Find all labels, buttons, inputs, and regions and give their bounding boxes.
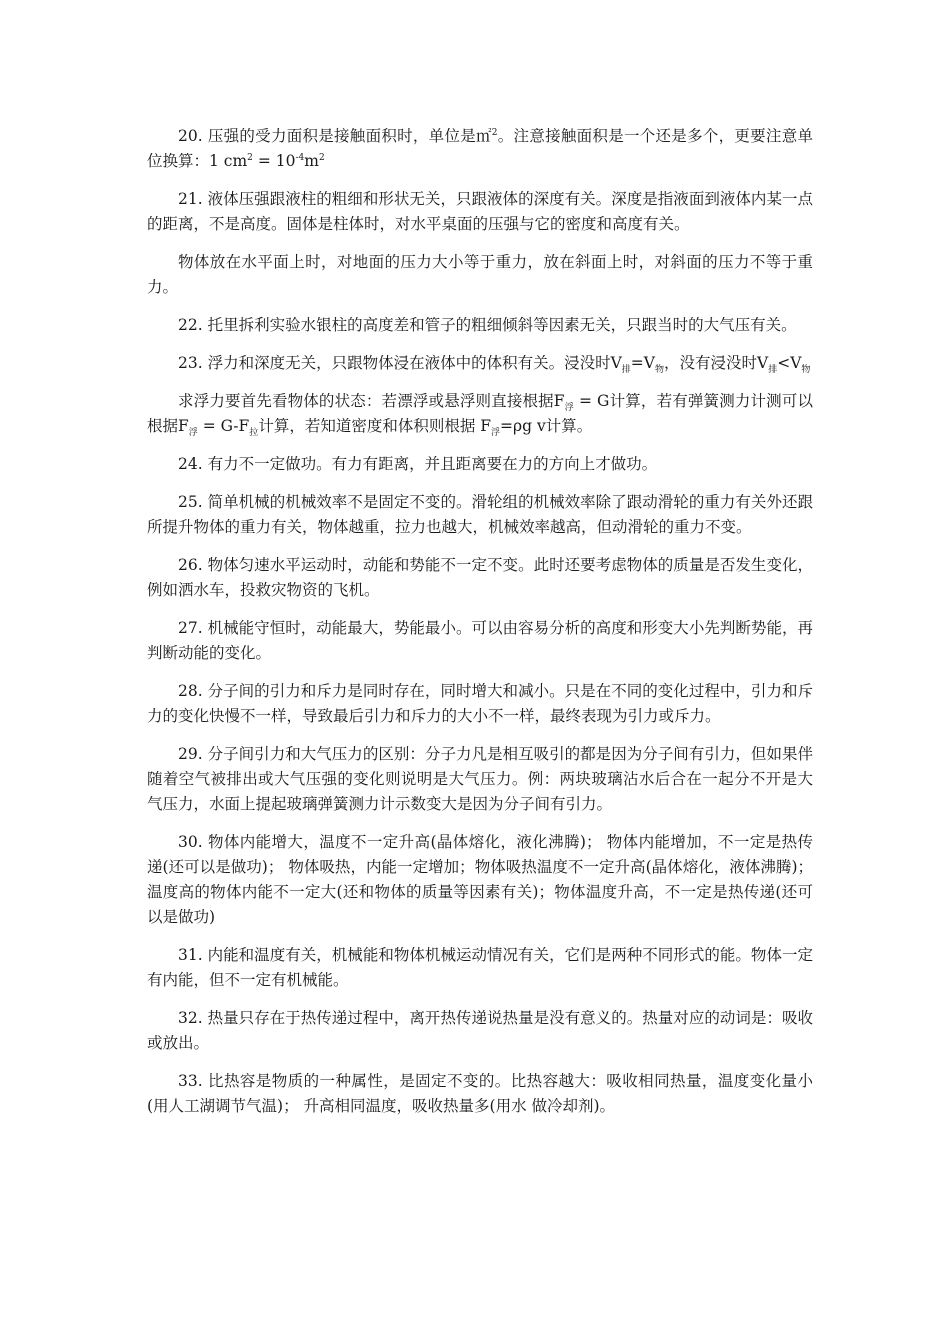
text-run: =V bbox=[630, 354, 655, 372]
paragraph bbox=[147, 187, 813, 237]
superscript: 2 bbox=[491, 127, 498, 138]
text-run: 31. 内能和温度有关，机械能和物体机械运动情况有关，它们是两种不同形式的能。物体一定有内能，但不一定有机械能。 bbox=[147, 946, 813, 989]
paragraph bbox=[147, 1069, 813, 1119]
text-run: 32. 热量只存在于热传递过程中，离开热传递说热量是没有意义的。热量对应的动词是：吸收或放出。 bbox=[147, 1009, 813, 1052]
subscript: 物 bbox=[801, 365, 811, 376]
subscript: 浮 bbox=[188, 428, 198, 439]
text-run: 27. 机械能守恒时，动能最大，势能最小。可以由容易分析的高度和形变大小先判断势能，再判断动能的变化。 bbox=[147, 619, 813, 662]
subscript: 排 bbox=[768, 365, 778, 376]
subscript: 物 bbox=[654, 365, 664, 376]
text-run: = 10 bbox=[252, 152, 296, 170]
text-run: ，没有浸没时V bbox=[664, 354, 769, 372]
text-run: 21. 液体压强跟液柱的粗细和形状无关，只跟液体的深度有关。深度是指液面到液体内某一点的距离，不是高度。固体是柱体时，对水平桌面的压强与它的密度和高度有关。 bbox=[147, 190, 813, 233]
paragraph bbox=[147, 490, 813, 540]
paragraph bbox=[147, 830, 813, 930]
text-run: = G-F bbox=[197, 417, 250, 435]
text-run: m bbox=[304, 152, 319, 170]
text-run: 20. 压强的受力面积是接触面积时，单位是㎡ bbox=[178, 127, 492, 145]
subscript: 拉 bbox=[249, 428, 259, 439]
paragraph bbox=[147, 124, 813, 174]
paragraph bbox=[147, 679, 813, 729]
text-run: 26. 物体匀速水平运动时，动能和势能不一定不变。此时还要考虑物体的质量是否发生变化，例如洒水车，投救灾物资的飞机。 bbox=[147, 556, 813, 599]
paragraph bbox=[147, 1006, 813, 1056]
subscript: 浮 bbox=[491, 428, 501, 439]
text-run: 29. 分子间引力和大气压力的区别：分子力凡是相互吸引的都是因为分子间有引力，但如果伴随着空气被排出或大气压强的变化则说明是大气压力。例：两块玻璃沾水后合在一起分不开是大气压力，水面上提起玻璃弹簧测力计示数变大是因为分子间有引力。 bbox=[147, 745, 813, 813]
text-run: 计算，若知道密度和体积则根据 F bbox=[258, 417, 491, 435]
text-run: <V bbox=[777, 354, 802, 372]
text-run: = G计算，若有弹簧测力计测可以根据F bbox=[147, 392, 813, 435]
text-run: =ρg v计算。 bbox=[500, 417, 593, 435]
text-run: 23. 浮力和深度无关，只跟物体浸在液体中的体积有关。浸没时V bbox=[178, 354, 622, 372]
text-run: 求浮力要首先看物体的状态：若漂浮或悬浮则直接根据F bbox=[178, 392, 565, 410]
paragraph bbox=[147, 943, 813, 993]
text-run: 。注意接触面积是一个还是多个，更要注意单位换算：1 cm bbox=[147, 127, 813, 170]
text-run: 24. 有力不一定做功。有力有距离，并且距离要在力的方向上才做功。 bbox=[178, 455, 658, 473]
subscript: 浮 bbox=[564, 403, 574, 414]
paragraph bbox=[147, 452, 813, 477]
text-run: 25. 简单机械的机械效率不是固定不变的。滑轮组的机械效率除了跟动滑轮的重力有关外还跟所提升物体的重力有关，物体越重，拉力也越大，机械效率越高，但动滑轮的重力不变。 bbox=[147, 493, 813, 536]
document-body bbox=[147, 124, 813, 1132]
paragraph bbox=[147, 389, 813, 439]
text-run: 28. 分子间的引力和斥力是同时存在，同时增大和减小。只是在不同的变化过程中，引力和斥力的变化快慢不一样，导致最后引力和斥力的大小不一样，最终表现为引力或斥力。 bbox=[147, 682, 813, 725]
superscript: 2 bbox=[318, 152, 325, 163]
paragraph bbox=[147, 250, 813, 300]
superscript: -4 bbox=[295, 152, 305, 163]
paragraph bbox=[147, 553, 813, 603]
text-run: 22. 托里拆利实验水银柱的高度差和管子的粗细倾斜等因素无关，只跟当时的大气压有关。 bbox=[178, 316, 797, 334]
paragraph bbox=[147, 616, 813, 666]
text-run: 33. 比热容是物质的一种属性，是固定不变的。比热容越大：吸收相同热量，温度变化量小(用人工湖调节气温)； 升高相同温度，吸收热量多(用水 做冷却剂)。 bbox=[147, 1072, 813, 1115]
paragraph bbox=[147, 313, 813, 338]
text-run: 30. 物体内能增大，温度不一定升高(晶体熔化，液化沸腾)； 物体内能增加，不一定是热传递(还可以是做功)； 物体吸热，内能一定增加；物体吸热温度不一定升高(晶体熔化，液体沸腾)； 温度高的物体内能不一定大(还和物体的质量等因素有关)；物体温度升高，不一定是热传递(还可以是做功) bbox=[147, 833, 813, 926]
paragraph bbox=[147, 351, 813, 376]
subscript: 排 bbox=[621, 365, 631, 376]
paragraph bbox=[147, 742, 813, 817]
superscript: 2 bbox=[247, 152, 253, 163]
text-run: 物体放在水平面上时，对地面的压力大小等于重力，放在斜面上时，对斜面的压力不等于重力。 bbox=[147, 253, 813, 296]
